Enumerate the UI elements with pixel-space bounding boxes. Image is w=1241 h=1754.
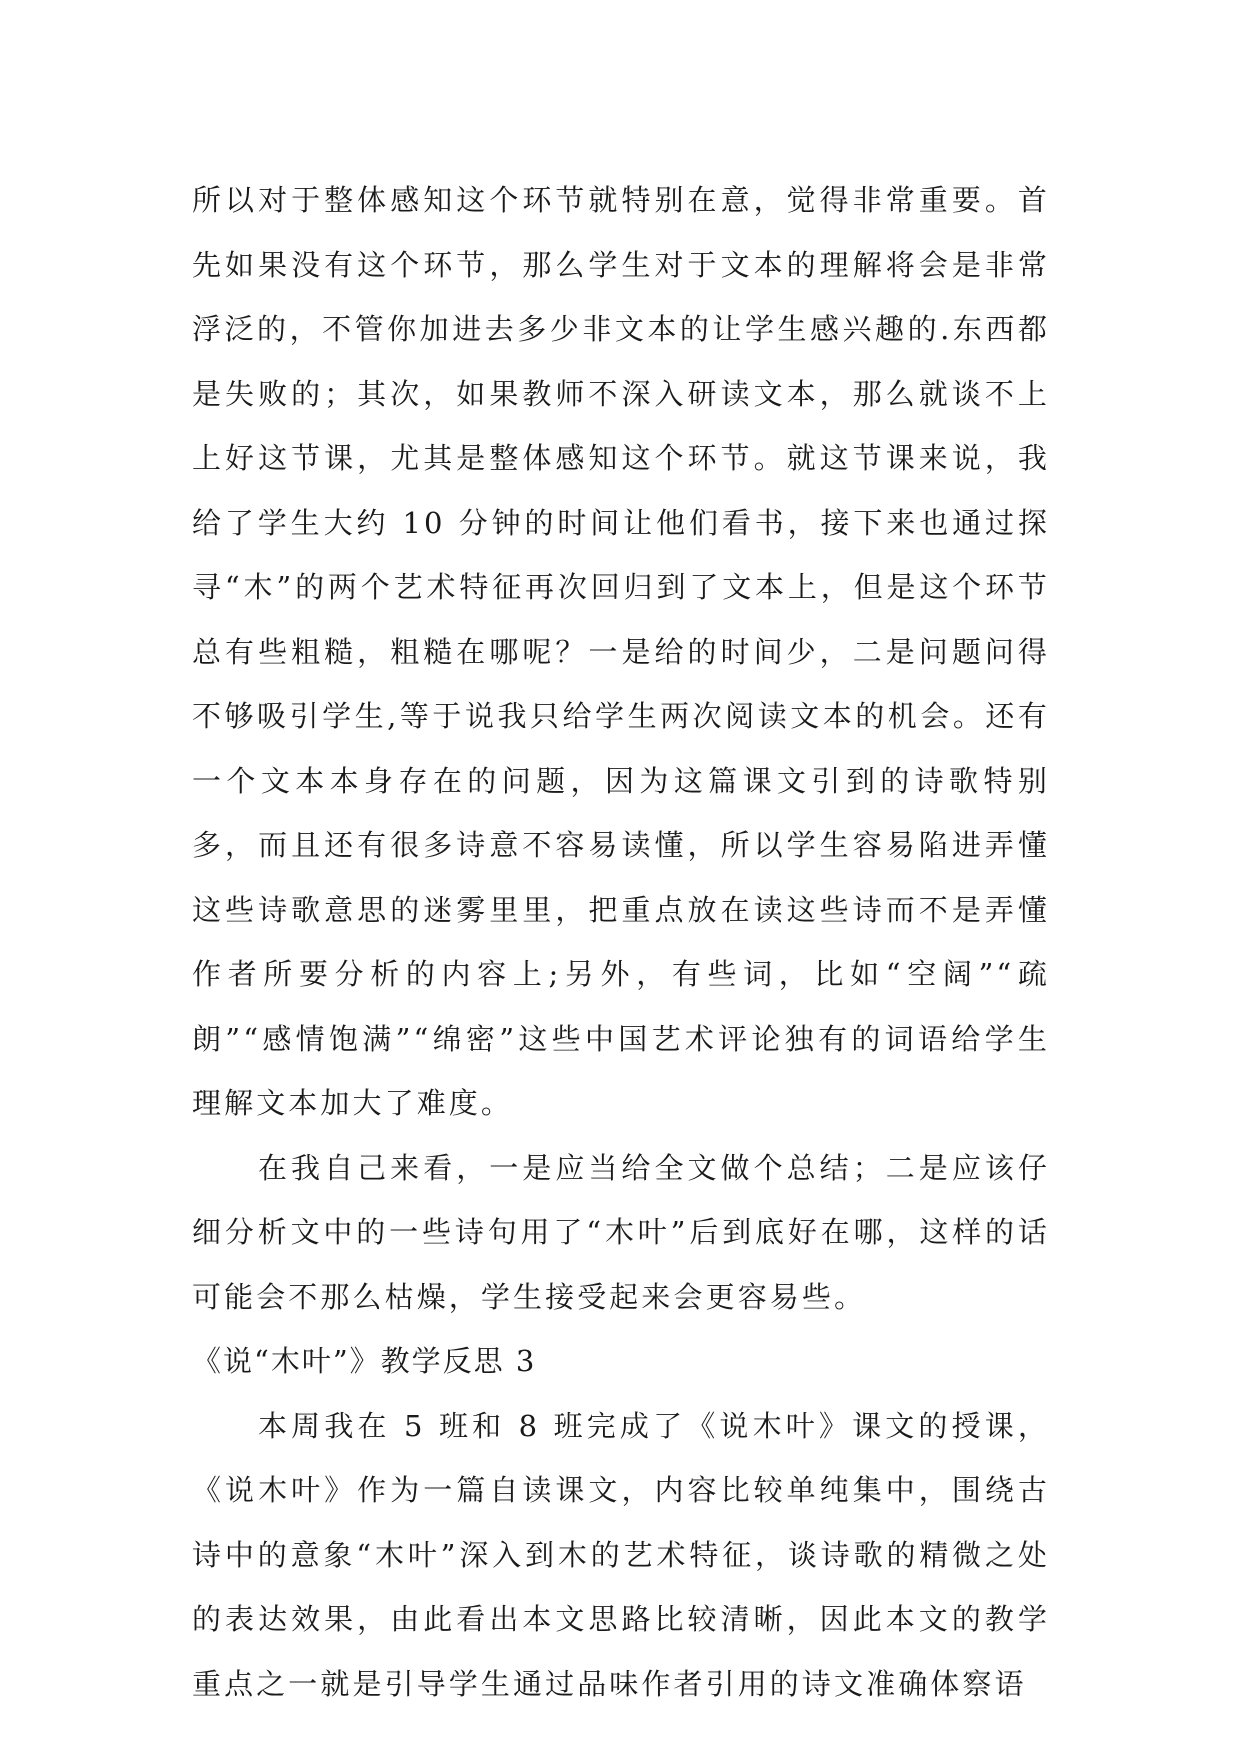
paragraph-section-3-intro: 本周我在 5 班和 8 班完成了《说木叶》课文的授课，《说木叶》作为一篇自读课文，内容比较单纯集中，围绕古诗中的意象“木叶”深入到木的艺术特征，谈诗歌的精微之处的表达效果，由此看出本文思路比较清晰，因此本文的教学重点之一就是引导学生通过品味作者引用的诗文准确体察语 [192, 1408, 1050, 1701]
section-heading: 《说“木叶”》教学反思 3 [192, 1344, 537, 1378]
paragraph-reflection: 在我自己来看，一是应当给全文做个总结；二是应该仔细分析文中的一些诗句用了“木叶”后到底好在哪，这样的话可能会不那么枯燥，学生接受起来会更容易些。 [192, 1150, 1050, 1314]
document-body [192, 168, 1050, 1716]
paragraph-continued: 所以对于整体感知这个环节就特别在意，觉得非常重要。首先如果没有这个环节，那么学生对于文本的理解将会是非常浮泛的，不管你加进去多少非文本的让学生感兴趣的.东西都是失败的；其次，如果教师不深入研读文本，那么就谈不上上好这节课，尤其是整体感知这个环节。就这节课来说，我给了学生大约 10 分钟的时间让他们看书，接下来也通过探寻“木”的两个艺术特征再次回归到了文本上，但是这个环节总有些粗糙，粗糙在哪呢？一是给的时间少，二是问题问得不够吸引学生,等于说我只给学生两次阅读文本的机会。还有一个文本本身存在的问题，因为这篇课文引到的诗歌特别多，而且还有很多诗意不容易读懂，所以学生容易陷进弄懂这些诗歌意思的迷雾里里，把重点放在读这些诗而不是弄懂作者所要分析的内容上;另外，有些词，比如“空阔”“疏朗”“感情饱满”“绵密”这些中国艺术评论独有的词语给学生理解文本加大了难度。 [192, 183, 1050, 1120]
